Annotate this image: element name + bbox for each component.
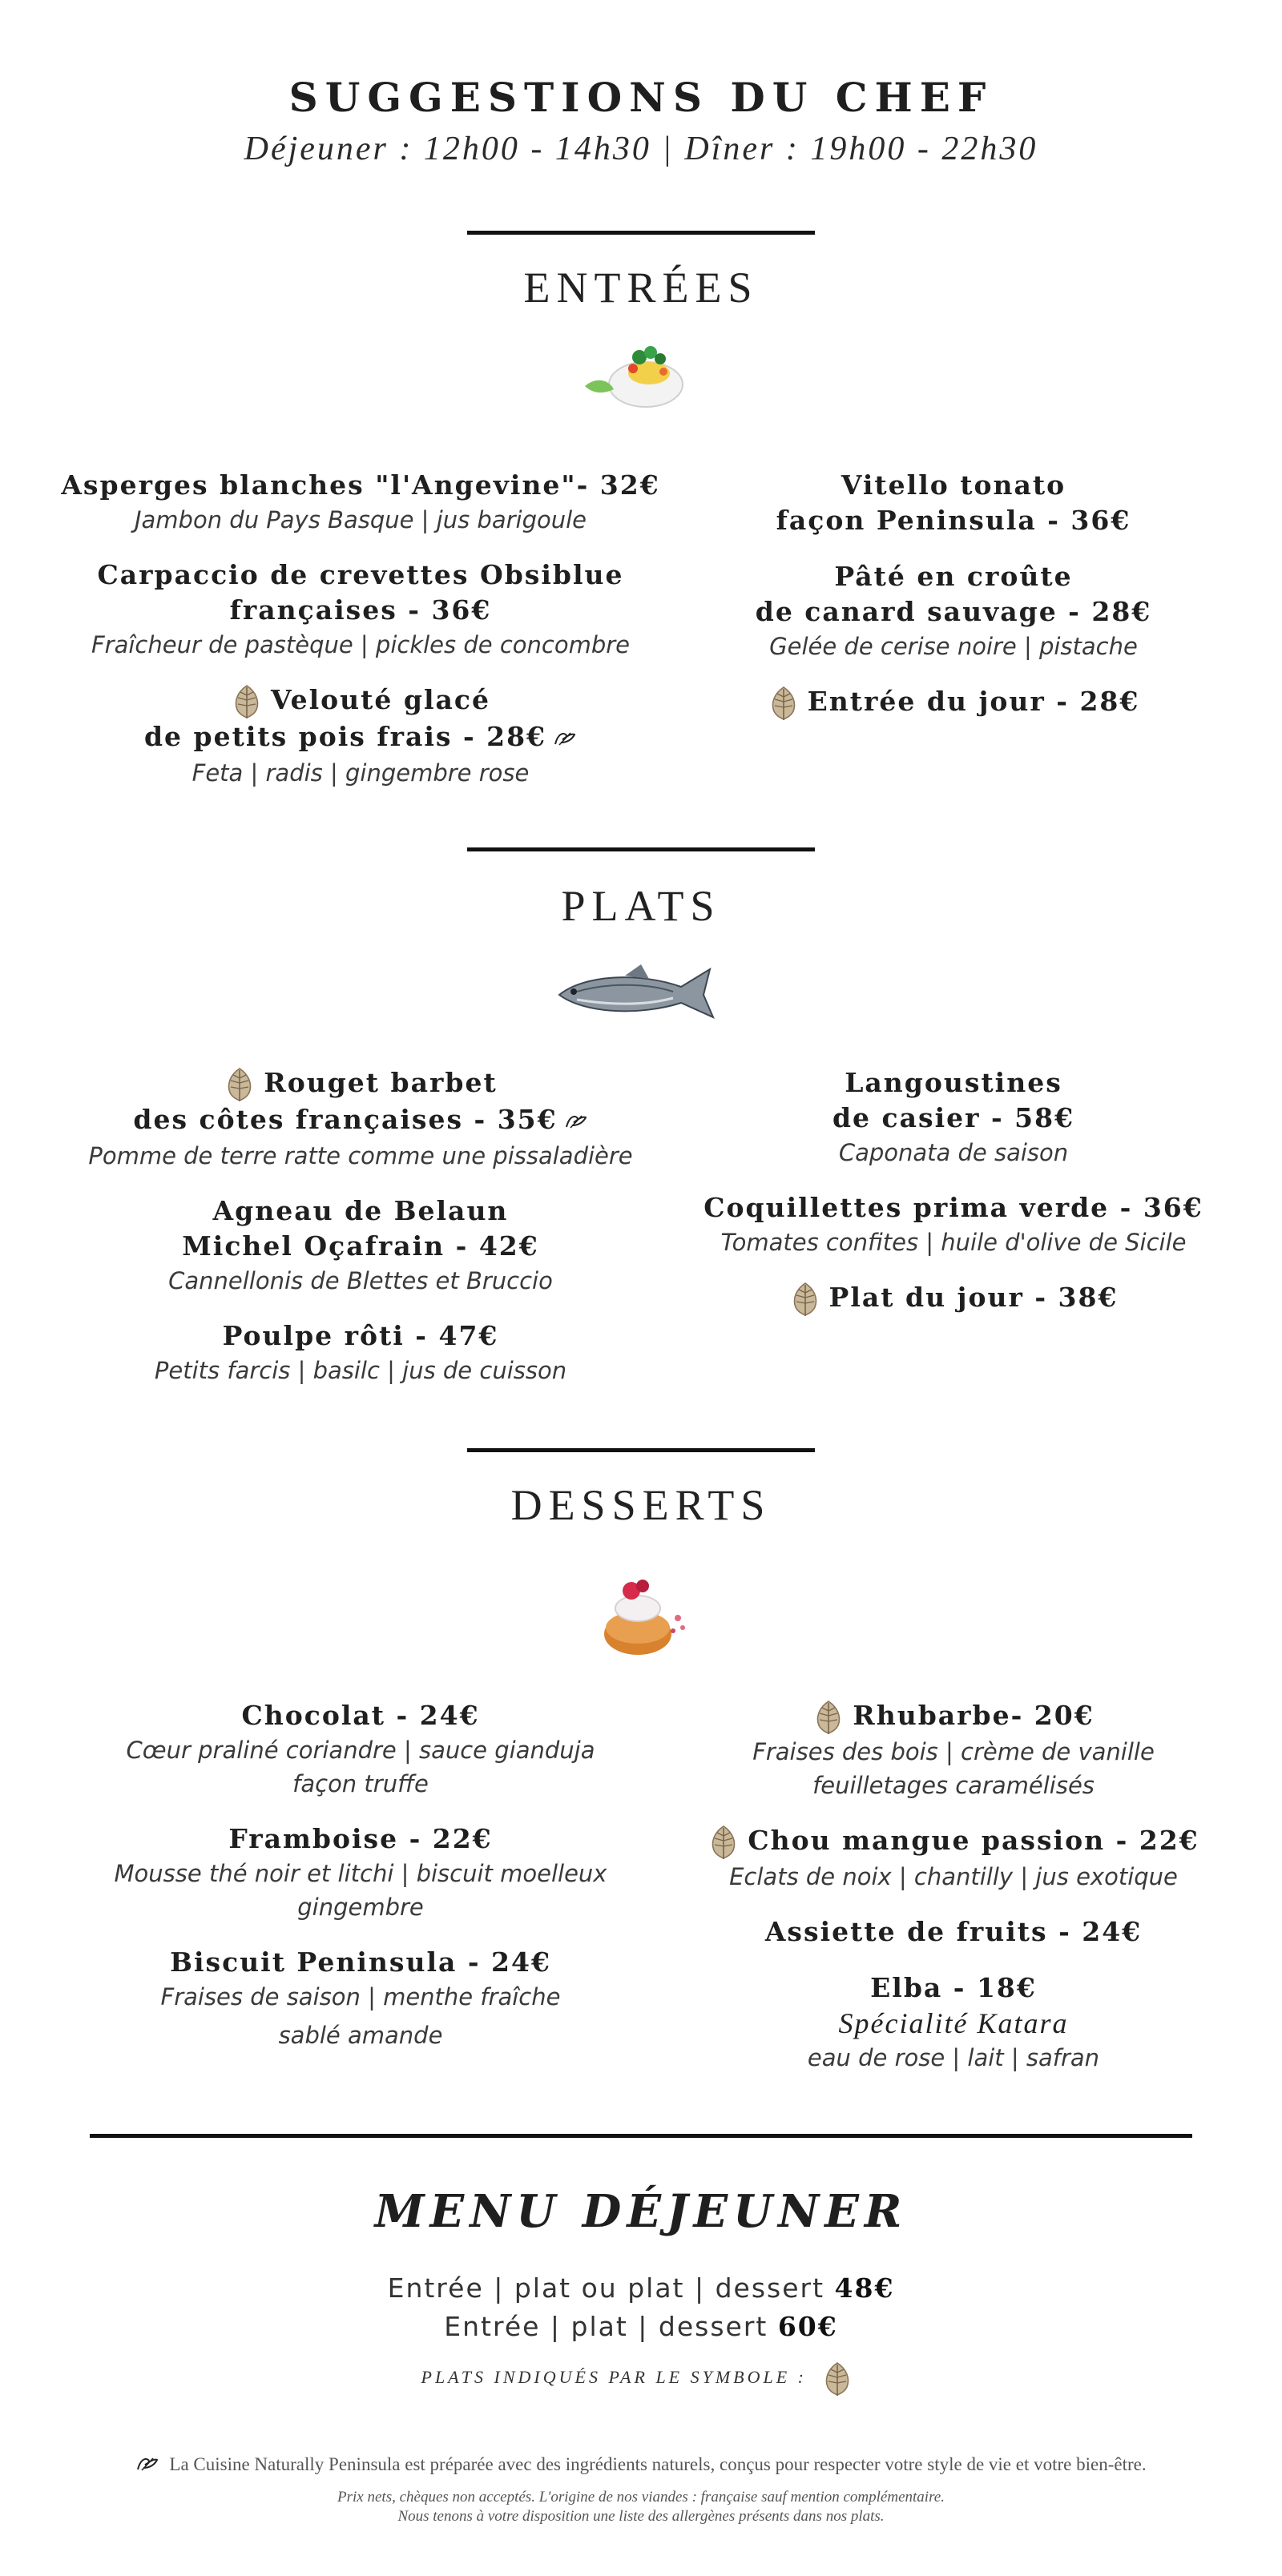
dish-description: Fraîcheur de pastèque | pickles de concombre	[91, 631, 630, 658]
dish-description: eau de rose | lait | safran	[807, 2044, 1100, 2071]
naturally-peninsula-icon	[135, 2455, 159, 2477]
dish-description: Cannellonis de Blettes et Bruccio	[168, 1267, 553, 1294]
dish-description: Gelée de cerise noire | pistache	[769, 633, 1138, 660]
dish-name: Biscuit Peninsula - 24€	[170, 1946, 551, 1978]
entrees-left-column	[48, 468, 673, 811]
dish-description: Jambon du Pays Basque | jus barigoule	[134, 506, 587, 533]
menu-item	[48, 468, 673, 537]
opening-hours: Déjeuner : 12h00 - 14h30 | Dîner : 19h00 - 22h30	[244, 131, 1038, 167]
symbol-note-text: PLATS INDIQUÉS PAR LE SYMBOLE :	[421, 2367, 807, 2388]
symbol-note	[0, 2361, 1282, 2397]
leaf-icon	[708, 1825, 740, 1860]
menu-option-text: Entrée | plat | dessert	[444, 2311, 778, 2342]
dish-name: Agneau de Belaun	[212, 1195, 509, 1226]
dish-description: Cœur praliné coriandre | sauce gianduja	[126, 1737, 595, 1764]
dish-description: gingembre	[297, 1894, 424, 1921]
desserts-right-column	[673, 1698, 1234, 2095]
section-title-plats: PLATS	[561, 882, 721, 930]
dish-name: Vitello tonato	[841, 469, 1066, 501]
menu-item	[673, 559, 1234, 663]
menu-item	[673, 1914, 1234, 1950]
leaf-icon	[812, 1700, 845, 1735]
leaf-icon	[789, 1282, 821, 1317]
menu-divider	[90, 2134, 1192, 2138]
dish-name: Langoustines	[845, 1067, 1062, 1098]
menu-item	[673, 1970, 1234, 2075]
dish-special-label: Spécialité Katara	[838, 2007, 1069, 2039]
dish-name: Rhubarbe- 20€	[853, 1700, 1095, 1731]
menu-item	[673, 1190, 1234, 1259]
leaf-icon	[224, 1067, 256, 1102]
menu-item	[673, 468, 1234, 538]
menu-option-price: 48€	[834, 2272, 895, 2304]
dish-description: Eclats de noix | chantilly | jus exotique	[729, 1863, 1178, 1890]
dessert-illustration	[591, 1562, 695, 1669]
menu-item	[48, 1698, 673, 1801]
menu-item	[673, 1823, 1234, 1894]
dish-name: françaises - 36€	[229, 594, 492, 626]
dish-name: Pâté en croûte	[834, 561, 1073, 592]
dish-description: Caponata de saison	[838, 1139, 1069, 1166]
leaf-icon	[821, 2361, 853, 2397]
menu-item	[673, 1280, 1234, 1317]
dish-description: sablé amande	[278, 2022, 443, 2049]
dish-name: Chocolat - 24€	[241, 1700, 480, 1731]
section-title-desserts: DESSERTS	[510, 1481, 772, 1529]
menu-item	[48, 1318, 673, 1387]
dish-name: Rouget barbet	[264, 1067, 498, 1098]
menu-item	[673, 1065, 1234, 1169]
dish-name: Coquillettes prima verde - 36€	[703, 1192, 1203, 1223]
dish-name: Poulpe rôti - 47€	[222, 1320, 499, 1351]
plats-left-column	[48, 1065, 673, 1408]
dish-name: Framboise - 22€	[228, 1823, 493, 1854]
dish-description: Petits farcis | basilc | jus de cuisson	[154, 1357, 567, 1384]
dish-name: façon Peninsula - 36€	[776, 505, 1131, 536]
menu-item	[48, 1821, 673, 1924]
dish-name: de casier - 58€	[832, 1102, 1075, 1133]
naturally-note-text: La Cuisine Naturally Peninsula est préparée avec des ingrédients naturels, conçus pour respecter votre style de vie et votre bien-être.	[169, 2454, 1147, 2474]
menu-option-price: 60€	[777, 2311, 838, 2342]
desserts-left-column	[48, 1698, 673, 2073]
dish-name: Chou mangue passion - 22€	[748, 1825, 1199, 1856]
naturally-peninsula-icon	[553, 721, 577, 756]
naturally-peninsula-icon	[564, 1104, 588, 1139]
menu-option-48	[0, 2268, 1282, 2308]
leaf-icon	[231, 684, 263, 719]
dish-name: Velouté glacé	[271, 684, 490, 715]
dish-description: façon truffe	[292, 1770, 429, 1797]
allergen-note: Nous tenons à votre disposition une liste des allergènes présents dans nos plats.	[397, 2508, 885, 2525]
dish-description: Mousse thé noir et litchi | biscuit moelleux	[114, 1860, 607, 1887]
section-divider	[467, 1448, 815, 1452]
entree-plate-illustration	[577, 336, 689, 417]
dish-name: des côtes françaises - 35€	[133, 1104, 558, 1135]
leaf-icon	[768, 686, 800, 721]
menu-option-60	[0, 2307, 1282, 2347]
dish-name: Plat du jour - 38€	[828, 1282, 1119, 1313]
plats-right-column	[673, 1065, 1234, 1338]
menu-item	[48, 557, 673, 662]
menu-item	[48, 1065, 673, 1173]
dish-description: Feta | radis | gingembre rose	[191, 759, 530, 787]
naturally-note	[0, 2454, 1282, 2477]
fish-illustration	[553, 958, 729, 1033]
menu-option-text: Entrée | plat ou plat | dessert	[387, 2272, 835, 2304]
dish-description: feuilletages caramélisés	[812, 1772, 1095, 1799]
dish-name: Entrée du jour - 28€	[807, 686, 1140, 717]
dish-name: de petits pois frais - 28€	[143, 721, 547, 752]
menu-dejeuner-title: MENU DÉJEUNER	[374, 2185, 908, 2238]
menu-item	[48, 1193, 673, 1298]
dish-description: Tomates confites | huile d'olive de Sicile	[720, 1229, 1187, 1256]
menu-item	[673, 684, 1234, 721]
menu-item	[48, 682, 673, 790]
section-divider	[467, 231, 815, 235]
dish-description: Pomme de terre ratte comme une pissaladière	[88, 1142, 633, 1169]
dish-name: Asperges blanches "l'Angevine"- 32€	[61, 469, 660, 501]
dish-description: Fraises de saison | menthe fraîche	[160, 1983, 561, 2010]
entrees-right-column	[673, 468, 1234, 742]
page-title: SUGGESTIONS DU CHEF	[288, 74, 994, 121]
menu-item	[48, 1945, 673, 2052]
dish-name: de canard sauvage - 28€	[755, 596, 1152, 627]
dish-name: Michel Oçafrain - 42€	[182, 1230, 539, 1262]
dish-description: Fraises des bois | crème de vanille	[752, 1738, 1155, 1765]
dish-name: Carpaccio de crevettes Obsiblue	[97, 559, 624, 590]
prices-note: Prix nets, chèques non acceptés. L'origine de nos viandes : française sauf mention complémentaire.	[337, 2489, 945, 2506]
section-title-entrees: ENTRÉES	[523, 264, 759, 312]
dish-name: Assiette de fruits - 24€	[764, 1916, 1143, 1947]
dish-name: Elba - 18€	[870, 1972, 1037, 2003]
section-divider	[467, 847, 815, 851]
menu-item	[673, 1698, 1234, 1802]
